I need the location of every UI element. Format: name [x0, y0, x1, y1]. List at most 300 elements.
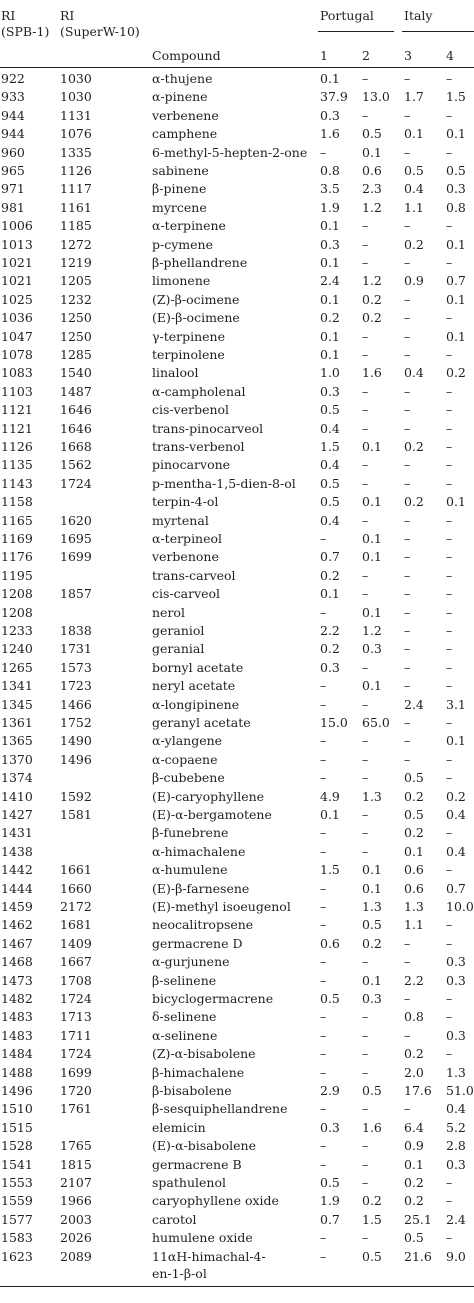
ri-superw10-cell: 1668	[60, 439, 92, 454]
value-col4-cell: –	[446, 1009, 453, 1025]
col-4-header: 4	[446, 48, 454, 63]
compound-continuation: en-1-β-ol	[152, 1265, 207, 1281]
value-col3-cell: –	[404, 954, 411, 970]
compound-cell: carotol	[152, 1211, 197, 1227]
value-col4-cell: 0.5	[446, 163, 466, 178]
table-row	[0, 1064, 474, 1082]
ri-spb1-cell: 1158	[1, 494, 33, 510]
value-col3-cell: –	[404, 475, 411, 491]
value-col4-cell: –	[446, 144, 453, 160]
value-col3-cell: –	[404, 512, 411, 528]
value-col2-cell: 0.1	[362, 494, 382, 510]
compound-cell: p-mentha-1,5-dien-8-ol	[152, 475, 296, 491]
ri-spb1-cell: 1473	[1, 972, 33, 988]
ri-superw10-cell: 1335	[60, 144, 92, 160]
ri-spb1-cell: 1169	[1, 531, 33, 546]
ri-superw10-cell: 1681	[60, 917, 92, 933]
table-row	[0, 806, 474, 824]
value-col3-cell: 0.5	[404, 163, 424, 178]
compound-cell: α-gurjunene	[152, 954, 230, 970]
value-col3-cell: –	[404, 715, 411, 730]
value-col4-cell: 0.3	[446, 1027, 466, 1043]
value-col2-cell: 0.3	[362, 991, 382, 1006]
compound-cell: caryophyllene oxide	[152, 1193, 279, 1209]
value-col3-cell: 2.0	[404, 1064, 424, 1080]
value-col4-cell: –	[446, 770, 453, 786]
value-col3-cell: 0.2	[404, 494, 424, 510]
value-col1-cell: –	[320, 880, 327, 896]
value-col1-cell: 15.0	[320, 715, 348, 730]
value-col3-cell: –	[404, 1027, 411, 1043]
ri-superw10-cell: 1838	[60, 623, 92, 638]
compound-cell: trans-carveol	[152, 567, 236, 583]
table-row	[0, 622, 474, 640]
table-row	[0, 880, 474, 898]
table-row	[0, 1174, 474, 1192]
table-row	[0, 383, 474, 401]
value-col2-cell: –	[362, 954, 369, 970]
ri-spb1-cell: 1345	[1, 696, 33, 712]
value-col1-cell: 1.5	[320, 439, 340, 454]
value-col3-cell: –	[404, 347, 411, 362]
value-col3-cell: –	[404, 604, 411, 620]
compound-cell: limonene	[152, 273, 211, 289]
ri-superw10-cell: 1815	[60, 1156, 92, 1172]
ri-superw10-cell: 1161	[60, 199, 92, 215]
value-col2-cell: 0.2	[362, 1193, 382, 1209]
value-col2-cell: –	[362, 1027, 369, 1043]
ri-superw10-cell: 2172	[60, 899, 92, 914]
value-col2-cell: –	[362, 751, 369, 767]
table-row	[0, 769, 474, 787]
ri-spb1-cell: 922	[1, 71, 25, 86]
compound-cell: γ-terpinene	[152, 328, 225, 344]
value-col3-cell: 1.7	[404, 89, 424, 105]
value-col4-cell: –	[446, 586, 453, 602]
value-col3-cell: –	[404, 383, 411, 399]
table-row	[0, 236, 474, 254]
table-row	[0, 475, 474, 493]
table-row	[0, 898, 474, 916]
value-col1-cell: 0.3	[320, 107, 340, 123]
compound-cell: α-humulene	[152, 862, 228, 878]
table-row	[0, 788, 474, 806]
ri-superw10-cell: 1205	[60, 273, 92, 289]
value-col2-cell: 0.3	[362, 641, 382, 657]
value-col2-cell: –	[362, 383, 369, 399]
table-row	[0, 1211, 474, 1229]
value-col4-cell: –	[446, 439, 453, 454]
value-col1-cell: 0.3	[320, 236, 340, 252]
value-col1-cell: 0.5	[320, 475, 340, 491]
value-col4-cell: 2.4	[446, 1211, 466, 1227]
value-col4-cell: 0.2	[446, 788, 466, 804]
ri-spb1-cell: 1208	[1, 586, 33, 602]
value-col2-cell: 0.5	[362, 126, 382, 142]
value-col3-cell: –	[404, 457, 411, 473]
value-col2-cell: 65.0	[362, 715, 390, 730]
value-col4-cell: –	[446, 71, 453, 86]
table-row	[0, 1229, 474, 1247]
value-col1-cell: 1.5	[320, 862, 340, 878]
ri-superw10-cell: 1752	[60, 715, 92, 730]
compound-cell: camphene	[152, 126, 218, 142]
table-row	[0, 364, 474, 382]
value-col1-cell: 0.7	[320, 549, 340, 565]
table-row	[0, 309, 474, 327]
ri-spb1-cell: 1121	[1, 420, 33, 436]
ri-superw10-cell: 1076	[60, 126, 92, 142]
compound-cell: (E)-caryophyllene	[152, 788, 265, 804]
compound-cell: δ-selinene	[152, 1009, 217, 1025]
value-col1-cell: 0.1	[320, 586, 340, 602]
ri-spb1-cell: 1006	[1, 218, 33, 234]
compound-cell: terpin-4-ol	[152, 494, 219, 510]
value-col2-cell: –	[362, 1064, 369, 1080]
ri-superw10-cell: 1030	[60, 89, 92, 105]
value-col4-cell: –	[446, 751, 453, 767]
value-col2-cell: 0.2	[362, 935, 382, 951]
value-col2-cell: –	[362, 696, 369, 712]
table-row	[0, 1045, 474, 1063]
table-row	[0, 512, 474, 530]
ri-spb1-cell: 1036	[1, 310, 33, 326]
value-col1-cell: –	[320, 1230, 327, 1246]
value-col1-cell: 0.3	[320, 383, 340, 399]
compound-cell: β-phellandrene	[152, 255, 248, 270]
ri-superw10-header: RI (SuperW-10)	[60, 8, 140, 39]
value-col2-cell: –	[362, 1156, 369, 1172]
ri-spb1-cell: 1488	[1, 1064, 33, 1080]
compound-cell: geranial	[152, 641, 205, 657]
value-col4-cell: 5.2	[446, 1119, 466, 1135]
value-col2-cell: –	[362, 236, 369, 252]
value-col4-cell: –	[446, 641, 453, 657]
compound-cell: (E)-β-farnesene	[152, 880, 250, 896]
value-col1-cell: –	[320, 770, 327, 786]
value-col1-cell: 0.2	[320, 310, 340, 326]
value-col4-cell: 51.0	[446, 1083, 474, 1098]
ri-spb1-cell: 1577	[1, 1211, 33, 1227]
ri-spb1-cell: 1467	[1, 935, 33, 951]
value-col4-cell: –	[446, 1046, 453, 1062]
table-row	[0, 567, 474, 585]
compound-cell: geraniol	[152, 623, 205, 638]
value-col2-cell: 1.2	[362, 273, 382, 289]
value-col1-cell: –	[320, 604, 327, 620]
value-col4-cell: 0.7	[446, 273, 466, 289]
value-col1-cell: –	[320, 1027, 327, 1043]
ri-superw10-cell: 1724	[60, 475, 92, 491]
compound-cell: α-longipinene	[152, 696, 240, 712]
ri-superw10-cell: 1695	[60, 531, 92, 546]
value-col3-cell: 1.1	[404, 199, 424, 215]
value-col4-cell: –	[446, 420, 453, 436]
table-row	[0, 530, 474, 548]
table-row	[0, 659, 474, 677]
compound-cell: germacrene D	[152, 935, 243, 951]
ri-spb1-cell: 1021	[1, 273, 33, 289]
value-col4-cell: 0.1	[446, 236, 466, 252]
value-col1-cell: –	[320, 972, 327, 988]
value-col1-cell: 0.8	[320, 163, 340, 178]
value-col3-cell: 2.4	[404, 696, 424, 712]
value-col1-cell: –	[320, 733, 327, 749]
ri-superw10-cell: 2003	[60, 1211, 92, 1227]
value-col1-cell: 0.6	[320, 935, 340, 951]
table-row	[0, 1248, 474, 1266]
value-col2-cell: –	[362, 402, 369, 418]
value-col1-cell: 0.4	[320, 457, 340, 473]
table-row	[0, 401, 474, 419]
ri-spb1-cell: 1510	[1, 1101, 33, 1117]
ri-spb1-cell: 965	[1, 163, 25, 178]
value-col2-cell: 1.3	[362, 788, 382, 804]
ri-superw10-cell: 1661	[60, 862, 92, 878]
value-col4-cell: 0.4	[446, 843, 466, 859]
value-col4-cell: 0.1	[446, 494, 466, 510]
compound-cell: (E)-α-bisabolene	[152, 1138, 257, 1154]
ri-spb1-cell: 1233	[1, 623, 33, 638]
value-col1-cell: 0.1	[320, 71, 340, 86]
ri-superw10-cell: 1646	[60, 402, 92, 418]
compound-cell: pinocarvone	[152, 457, 231, 473]
ri-superw10-cell: 1272	[60, 236, 92, 252]
table-row	[0, 1119, 474, 1137]
value-col1-cell: 1.9	[320, 1193, 340, 1209]
value-col3-cell: 0.2	[404, 1193, 424, 1209]
value-col4-cell: –	[446, 383, 453, 399]
value-col3-cell: 6.4	[404, 1119, 424, 1135]
ri-spb1-cell: 1083	[1, 365, 33, 381]
table-row	[0, 696, 474, 714]
table-row	[0, 217, 474, 235]
ri-spb1-cell: 1410	[1, 788, 33, 804]
value-col1-cell: 37.9	[320, 89, 348, 105]
ri-superw10-cell: 1581	[60, 807, 92, 822]
ri-spb1-cell: 1482	[1, 991, 33, 1006]
value-col4-cell: 9.0	[446, 1248, 466, 1264]
value-col1-cell: 0.2	[320, 567, 340, 583]
value-col3-cell: 0.2	[404, 1175, 424, 1190]
ri-spb1-cell: 1121	[1, 402, 33, 418]
col-3-header: 3	[404, 48, 412, 63]
ri-spb1-cell: 1025	[1, 291, 33, 307]
table-row	[0, 972, 474, 990]
value-col3-cell: 0.4	[404, 365, 424, 381]
value-col3-cell: 0.1	[404, 1156, 424, 1172]
value-col1-cell: –	[320, 917, 327, 933]
table-row	[0, 585, 474, 603]
value-col1-cell: 0.5	[320, 402, 340, 418]
compound-cell: β-himachalene	[152, 1064, 245, 1080]
table-row	[0, 346, 474, 364]
portugal-group-rule	[318, 31, 394, 32]
value-col4-cell: 0.1	[446, 291, 466, 307]
compound-cell: bicyclogermacrene	[152, 991, 274, 1006]
group-italy-header: Italy	[404, 8, 433, 23]
compound-cell: sabinene	[152, 163, 209, 178]
value-col2-cell: 0.1	[362, 439, 382, 454]
value-col3-cell: 0.2	[404, 236, 424, 252]
ri-spb1-cell: 1444	[1, 880, 33, 896]
ri-spb1-cell: 981	[1, 199, 25, 215]
ri-spb1-cell: 1553	[1, 1175, 33, 1190]
compound-cell: terpinolene	[152, 347, 225, 362]
value-col3-cell: –	[404, 586, 411, 602]
compound-cell: germacrene B	[152, 1156, 242, 1172]
ri-spb1-cell: 1496	[1, 1083, 33, 1098]
value-col2-cell: –	[362, 512, 369, 528]
ri-superw10-cell: 1185	[60, 218, 92, 234]
ri-spb1-cell: 1427	[1, 807, 33, 822]
compound-header: Compound	[152, 48, 221, 63]
value-col4-cell: –	[446, 531, 453, 546]
value-col4-cell: –	[446, 659, 453, 675]
value-col4-cell: –	[446, 549, 453, 565]
ri-spb1-cell: 1365	[1, 733, 33, 749]
table-row	[0, 1100, 474, 1118]
ri-superw10-cell: 1966	[60, 1193, 92, 1209]
value-col3-cell: 0.9	[404, 273, 424, 289]
value-col4-cell: –	[446, 218, 453, 234]
ri-spb1-cell: 1143	[1, 475, 33, 491]
compound-cell: (E)-α-bergamotene	[152, 807, 272, 822]
value-col2-cell: 0.1	[362, 880, 382, 896]
value-col3-cell: 0.5	[404, 807, 424, 822]
ri-spb1-cell: 1559	[1, 1193, 33, 1209]
ri-superw10-cell: 1117	[60, 181, 92, 197]
value-col3-cell: –	[404, 659, 411, 675]
value-col2-cell: 1.6	[362, 365, 382, 381]
value-col1-cell: –	[320, 696, 327, 712]
value-col2-cell: 2.3	[362, 181, 382, 197]
value-col3-cell: 0.9	[404, 1138, 424, 1154]
value-col3-cell: 0.2	[404, 1046, 424, 1062]
value-col2-cell: 0.1	[362, 531, 382, 546]
col-2-header: 2	[362, 48, 370, 63]
ri-superw10-cell: 1667	[60, 954, 92, 970]
ri-superw10-cell: 1711	[60, 1027, 92, 1043]
ri-spb1-cell: 1195	[1, 567, 33, 583]
value-col1-cell: 0.1	[320, 218, 340, 234]
value-col4-cell: –	[446, 825, 453, 841]
value-col3-cell: 0.2	[404, 788, 424, 804]
value-col3-cell: 1.1	[404, 917, 424, 933]
value-col1-cell: –	[320, 678, 327, 694]
ri-spb1-cell: 1483	[1, 1009, 33, 1025]
value-col4-cell: –	[446, 310, 453, 326]
table-row	[0, 604, 474, 622]
value-col3-cell: 0.4	[404, 181, 424, 197]
value-col4-cell: –	[446, 107, 453, 123]
ri-superw10-cell: 2089	[60, 1248, 92, 1264]
value-col2-cell: 1.3	[362, 899, 382, 914]
value-col1-cell: 0.3	[320, 659, 340, 675]
compound-cell: α-terpineol	[152, 531, 223, 546]
table-row	[0, 1137, 474, 1155]
value-col1-cell: 0.1	[320, 255, 340, 270]
table-row	[0, 714, 474, 732]
value-col1-cell: –	[320, 531, 327, 546]
ri-superw10-cell: 1620	[60, 512, 92, 528]
value-col1-cell: –	[320, 1101, 327, 1117]
value-col2-cell: 0.2	[362, 310, 382, 326]
ri-spb1-cell: 1484	[1, 1046, 33, 1062]
value-col1-cell: 0.5	[320, 1175, 340, 1190]
compound-cell: β-funebrene	[152, 825, 229, 841]
value-col1-cell: 0.7	[320, 1211, 340, 1227]
group-portugal-header: Portugal	[320, 8, 374, 23]
ri-spb1-cell: 1370	[1, 751, 33, 767]
value-col4-cell: 10.0	[446, 899, 474, 914]
value-col2-cell: 1.2	[362, 199, 382, 215]
value-col2-cell: 0.6	[362, 163, 382, 178]
value-col3-cell: 0.5	[404, 770, 424, 786]
value-col2-cell: –	[362, 420, 369, 436]
value-col2-cell: –	[362, 659, 369, 675]
table-row	[0, 1156, 474, 1174]
value-col1-cell: –	[320, 843, 327, 859]
value-col2-cell: 1.5	[362, 1211, 382, 1227]
value-col2-cell: –	[362, 475, 369, 491]
table-row	[0, 420, 474, 438]
ri-spb1-cell: 1208	[1, 604, 33, 620]
value-col2-cell: 0.1	[362, 678, 382, 694]
value-col3-cell: –	[404, 218, 411, 234]
ri-spb1-cell: 933	[1, 89, 25, 105]
value-col3-cell: 0.2	[404, 439, 424, 454]
value-col2-cell: –	[362, 107, 369, 123]
table-row	[0, 107, 474, 125]
value-col1-cell: 2.4	[320, 273, 340, 289]
value-col3-cell: –	[404, 1101, 411, 1117]
value-col4-cell: 0.4	[446, 807, 466, 822]
compound-cell: verbenone	[152, 549, 219, 565]
value-col4-cell: 1.5	[446, 89, 466, 105]
ri-superw10-cell: 1731	[60, 641, 92, 657]
value-col1-cell: –	[320, 144, 327, 160]
value-col2-cell: 0.1	[362, 549, 382, 565]
table-row	[0, 935, 474, 953]
table-row	[0, 456, 474, 474]
ri-superw10-cell: 1765	[60, 1138, 92, 1154]
compound-cell: (E)-β-ocimene	[152, 310, 240, 326]
value-col3-cell: 0.6	[404, 862, 424, 878]
ri-spb1-cell: 1176	[1, 549, 33, 565]
value-col2-cell: –	[362, 770, 369, 786]
value-col1-cell: –	[320, 899, 327, 914]
table-row	[0, 162, 474, 180]
compound-cell: 11αH-himachal-4-	[152, 1248, 266, 1264]
value-col2-cell: –	[362, 1138, 369, 1154]
ri-spb1-cell: 1583	[1, 1230, 33, 1246]
value-col4-cell: –	[446, 255, 453, 270]
compound-cell: α-thujene	[152, 71, 213, 86]
ri-spb1-cell: 1431	[1, 825, 33, 841]
value-col4-cell: –	[446, 567, 453, 583]
table-row	[0, 493, 474, 511]
compound-cell: linalool	[152, 365, 199, 381]
value-col2-cell: –	[362, 218, 369, 234]
compound-cell: trans-verbenol	[152, 439, 245, 454]
ri-spb1-cell: 1438	[1, 843, 33, 859]
header-bottom-rule	[0, 67, 474, 68]
table-row	[0, 144, 474, 162]
ri-superw10-cell: 1466	[60, 696, 92, 712]
compound-cell: p-cymene	[152, 236, 213, 252]
ri-superw10-cell: 1723	[60, 678, 92, 694]
